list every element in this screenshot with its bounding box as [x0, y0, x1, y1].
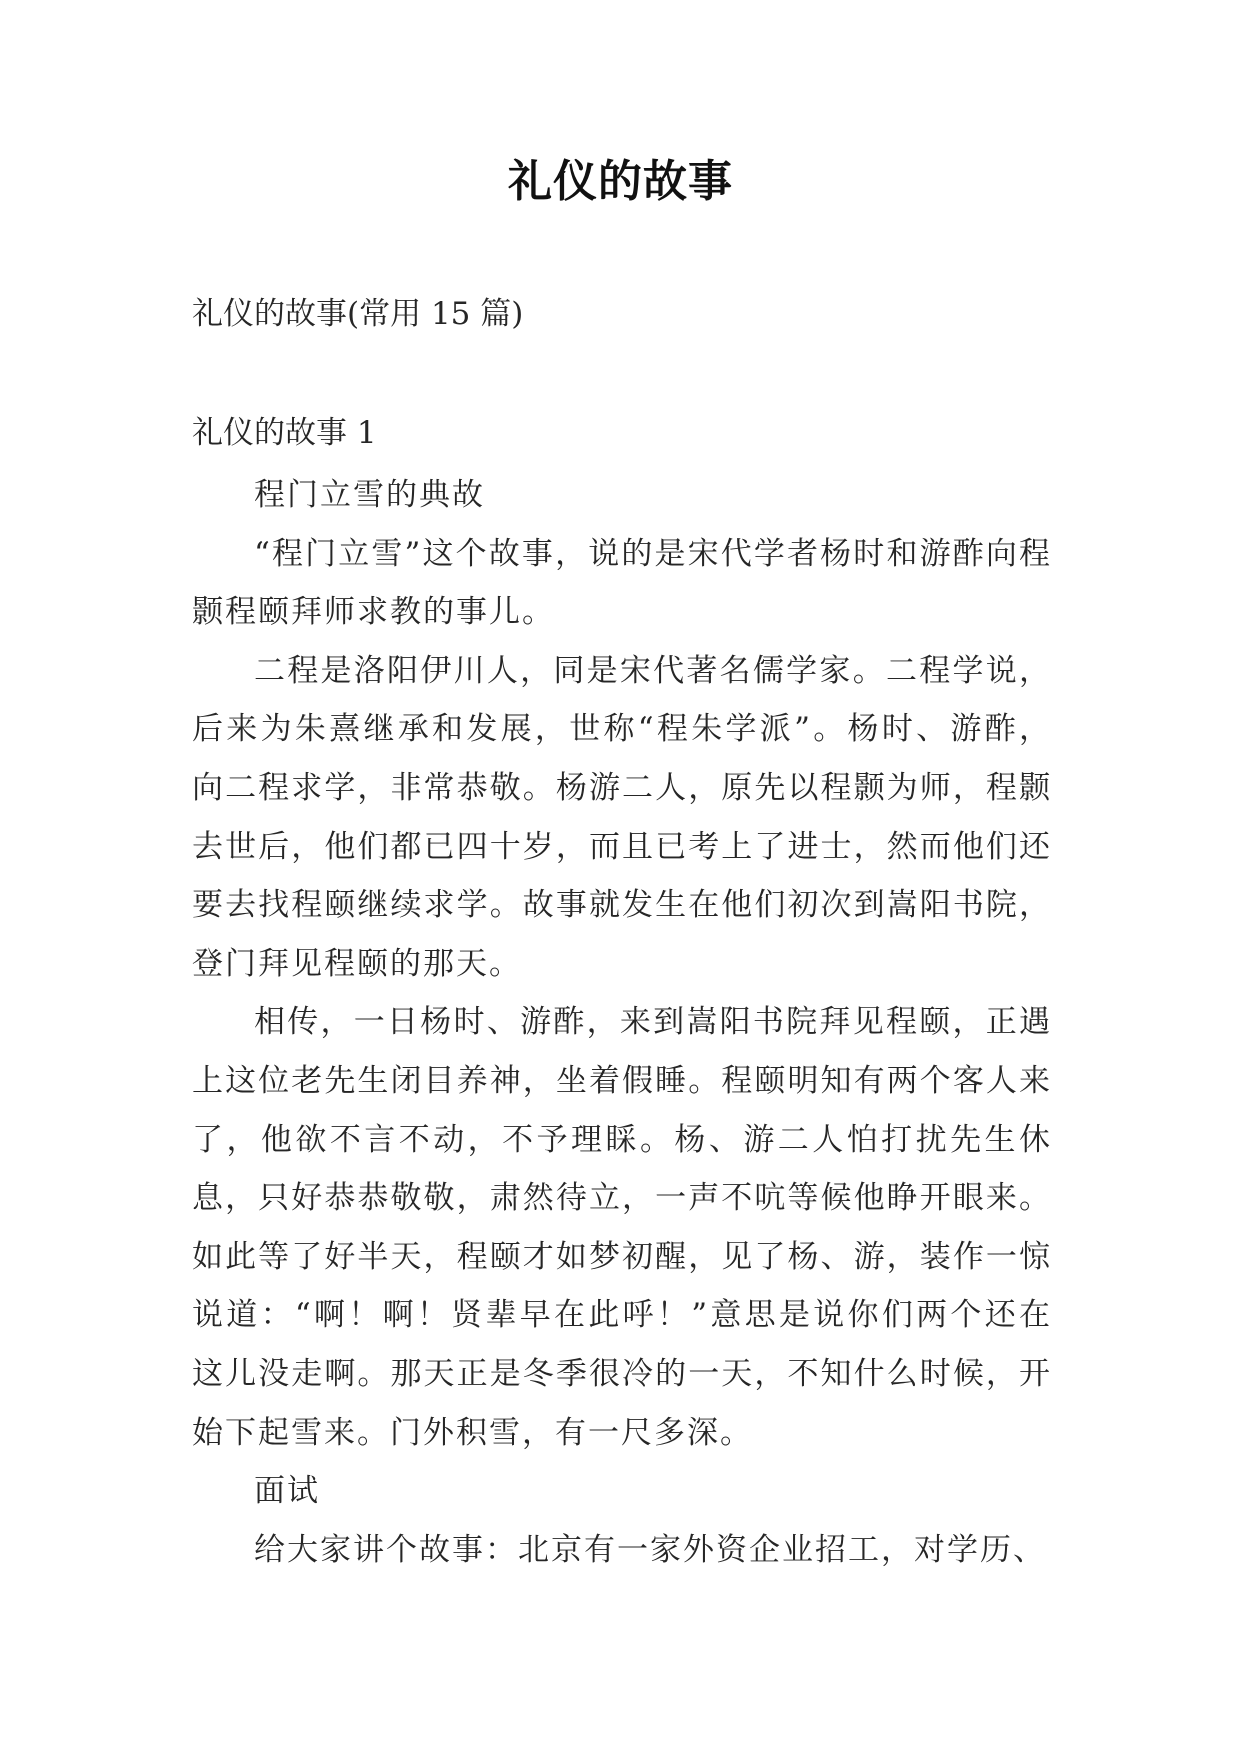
document-title: 礼仪的故事 — [508, 156, 733, 207]
paragraph: 相传，一日杨时、游酢，来到嵩阳书院拜见程颐，正遇上这位老先生闭目养神，坐着假睡。程颐明知有两个客人来了，他欲不言不动，不予理睬。杨、游二人怕打扰先生休息，只好恭恭敬敬，肃然待立，一声不吭等候他睁开眼来。如此等了好半天，程颐才如梦初醒，见了杨、游，装作一惊说道：“啊！啊！贤辈早在此呼！”意思是说你们两个还在这儿没走啊。那天正是冬季很冷的一天，不知什么时候，开始下起雪来。门外积雪，有一尺多深。 — [192, 1004, 1052, 1451]
paragraph: 二程是洛阳伊川人，同是宋代著名儒学家。二程学说，后来为朱熹继承和发展，世称“程朱学派”。杨时、游酢，向二程求学，非常恭敬。杨游二人，原先以程颢为师，程颢去世后，他们都已四十岁，而且已考上了进士，然而他们还要去找程颐继续求学。故事就发生在他们初次到嵩阳书院，登门拜见程颐的那天。 — [192, 652, 1052, 982]
paragraph: “程门立雪”这个故事，说的是宋代学者杨时和游酢向程颢程颐拜师求教的事儿。 — [192, 535, 1052, 631]
section-heading: 礼仪的故事 1 — [192, 415, 377, 451]
document-subtitle: 礼仪的故事(常用 15 篇) — [192, 296, 524, 332]
paragraph-story-title: 程门立雪的典故 — [254, 477, 485, 513]
paragraph: 给大家讲个故事：北京有一家外资企业招工，对学历、 — [254, 1531, 1046, 1568]
document-body — [192, 466, 1052, 1579]
paragraph-story-title: 面试 — [254, 1473, 320, 1510]
